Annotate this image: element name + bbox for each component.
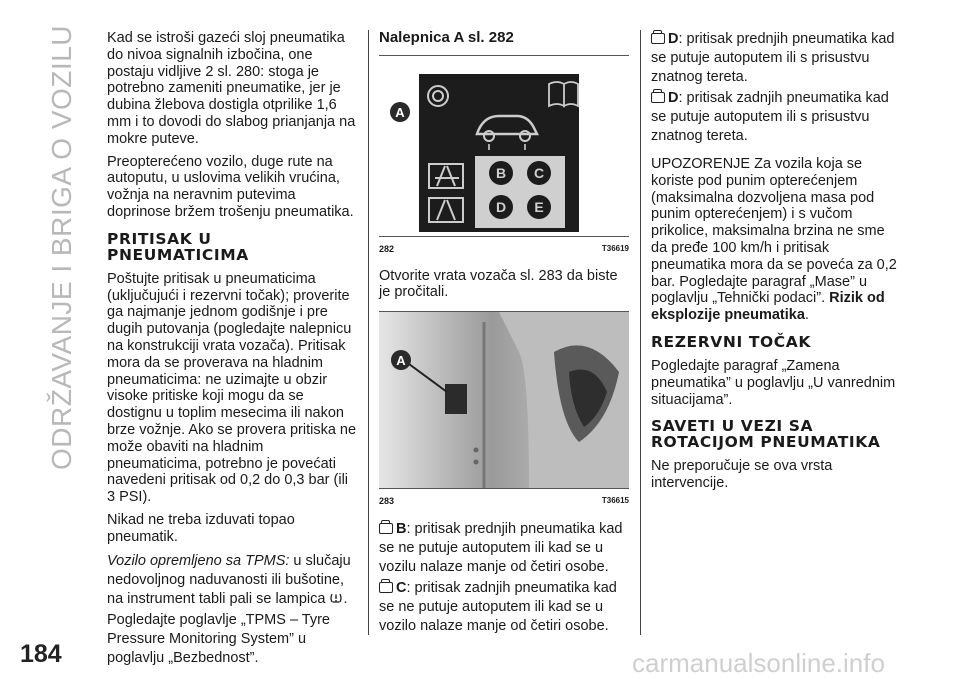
column-3	[651, 30, 901, 498]
callout-letter: A	[395, 104, 405, 120]
tpms-text: u slučaju nedovoljnog naduvanosti ili bušotine, na instrument tabli pali se lampica	[107, 552, 351, 607]
paragraph-no-deflate: Nikad ne treba izduvati topao pneumatik.	[107, 511, 295, 545]
label-letter: C	[533, 164, 545, 181]
pressure-item-b: B: pritisak prednjih pneumatika kad se ne putuje autoputem ili kad se u vozilu nalaze manje od četiri osobe.	[379, 520, 623, 575]
heading-tyre-rotation: SAVETI U VEZI SA ROTACIJOM PNEUMATIKA	[651, 417, 881, 452]
watermark: carmanualsonline.info	[632, 648, 885, 678]
car-icon	[651, 33, 665, 44]
tyre-pressure-label-illustration	[379, 56, 629, 236]
heading-spare-wheel: REZERVNI TOČAK	[651, 332, 811, 351]
figure-282-caption	[379, 241, 629, 258]
heading-tyre-pressure: PRITISAK U PNEUMATICIMA	[107, 229, 249, 264]
tpms-text-end: .	[343, 590, 348, 607]
driver-door-photo	[379, 312, 629, 488]
tpms-label: Vozilo opremljeno sa TPMS:	[107, 552, 290, 569]
column-divider	[368, 30, 369, 635]
figure-number: 282	[379, 243, 395, 254]
figure-282-tyre-label	[379, 55, 629, 237]
car-icon	[379, 582, 393, 593]
column-2	[379, 30, 629, 638]
warning-emphasis: Rizik od eksplozije pneumatika	[651, 290, 885, 324]
pressure-item-c: C: pritisak zadnjih pneumatika kad se ne putuje autoputem ili kad se u vozilo nalaze manje od četiri osobe.	[379, 579, 617, 634]
paragraph-wear-indicators: Kad se istroši gazeći sloj pneumatika do nivoa signalnih izbočina, one postaju vidljive 2 sl. 280: stoga je potrebno zameniti pneumatike, jer je dubina žlebova dostigla otprilike 1,6 mm i to dovodi do slabog prianjanja na mokre puteve.	[107, 30, 356, 147]
paragraph-tyre-rotation: Ne preporučuje se ova vrsta intervencije.	[651, 458, 833, 492]
pressure-item-d-front: D: pritisak prednjih pneumatika kad se putuje autoputem ili s prisustvu znatnog tereta.	[651, 31, 895, 85]
paragraph-tpms-reference: Pogledajte poglavlje „TPMS – Tyre Pressure Monitoring System” u poglavlju „Bezbednost”.	[107, 611, 330, 666]
figure-code: T36619	[601, 243, 629, 253]
paragraph-tpms	[107, 552, 357, 609]
car-icon	[379, 523, 393, 534]
column-divider	[640, 30, 641, 635]
label-letter: D	[495, 198, 507, 215]
figure-283-caption	[379, 493, 629, 510]
label-title: Nalepnica A sl. 282	[379, 29, 514, 46]
page-number: 184	[20, 640, 62, 668]
figure-number: 283	[379, 496, 395, 507]
pressure-item-d-rear: D: pritisak zadnjih pneumatika kad se putuje autoputem ili s prisustvu znatnog tereta.	[651, 90, 889, 144]
tpms-warning-lamp-icon	[329, 592, 343, 604]
paragraph-pressure-check: Poštujte pritisak u pneumaticima (uključujući i rezervni točak); proverite ga najmanje jednom godišnje i pre dugih putovanja (pogledajte nalepnicu na konstrukciji vrata vozača). Pritisak mora da se proverava na hladnim pneumaticima: ne uzimajte u obzir visoke pritiske koji mogu da se dostignu u toplim mesecima ili nakon brze vožnje. Ako se provera pritiska ne može obaviti na hladnim pneumaticima, potrebno je povećati navedeni pritisak od 0,2 do 0,3 bar (ili 3 PSI).	[107, 270, 357, 506]
column-1	[107, 30, 357, 674]
callout-letter: A	[396, 353, 406, 369]
figure-code: T36615	[601, 496, 629, 506]
paragraph-open-door: Otvorite vrata vozača sl. 283 da biste je pročitali.	[379, 267, 618, 301]
label-letter: E	[534, 198, 544, 215]
paragraph-warning: UPOZORENJE Za vozila koja se koriste pod punim opterećenjem (maksimalna dozvoljena masa pod punim opterećenjem) i s vučom prikolice, maksimalna brzina ne sme da pređe 100 km/h i pritisak pneumatika mora da se poveća za 0,2 bar. Pogledajte paragraf „Mase” u poglavlju „Tehnički podaci”. Rizik od eksplozije pneumatika.	[651, 156, 897, 324]
figure-283-driver-door	[379, 311, 629, 489]
car-icon	[651, 92, 665, 103]
paragraph-wear-factors: Preopterećeno vozilo, duge rute na autoputu, u uslovima velikih vrućina, vožnja na neravnim putevima doprinose bržem trošenju pneumatika.	[107, 153, 354, 220]
paragraph-spare-wheel: Pogledajte paragraf „Zamena pneumatika” u poglavlju „U vanrednim situacijama”.	[651, 357, 896, 408]
chapter-side-title: ODRŽAVANJE I BRIGA O VOZILU	[46, 25, 77, 470]
label-letter: B	[495, 164, 507, 181]
